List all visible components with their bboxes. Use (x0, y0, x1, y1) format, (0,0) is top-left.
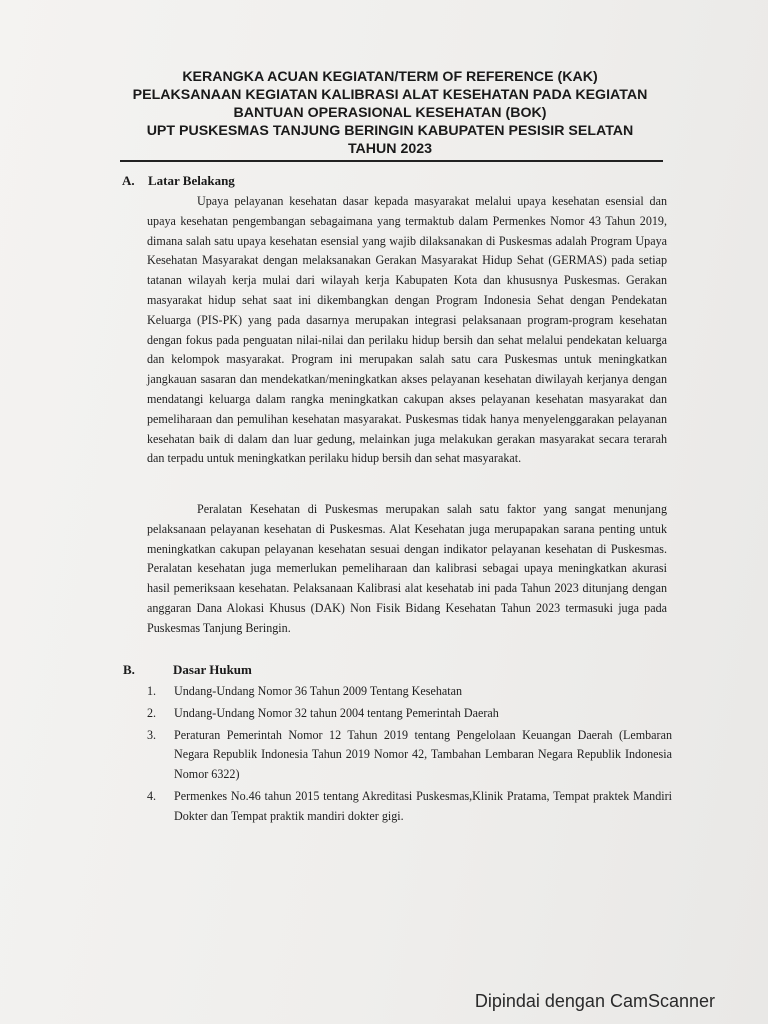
document-title (110, 68, 670, 158)
list-item-text: Peraturan Pemerintah Nomor 12 Tahun 2019 tentang Pengelolaan Keuangan Daerah (Lembaran Negara Republik Indonesia Tahun 2019 Nomor 42, Tambahan Lembaran Negara Republik Indonesia Nomor 6322) (174, 727, 672, 782)
list-number: 3. (147, 727, 157, 742)
legal-basis-list (147, 682, 672, 829)
scanner-watermark: Dipindai dengan CamScanner (474, 991, 715, 1011)
list-number: 2. (147, 705, 157, 720)
section-a-title: Latar Belakang (148, 173, 235, 188)
section-a-paragraph-1: Upaya pelayanan kesehatan dasar kepada masyarakat melalui upaya kesehatan esensial dan upaya kesehatan pengembangan sebagaimana yang termaktub dalam Permenkes Nomor 43 Tahun 2019, dimana salah satu upaya kesehatan esensial yang wajib dilaksanakan di Puskesmas adalah Program Upaya Kesehatan Masyarakat dengan melaksanakan Gerakan Masyarakat Hidup Sehat (GERMAS) pada setiap tatanan wilayah kerja mulai dari wilayah kerja Kabupaten Kota dan khususnya Puskesmas. Gerakan masyarakat hidup sehat saat ini dikembangkan dengan Program Indonesia Sehat dengan Pendekatan Keluarga (PIS-PK) yang pada dasarnya merupakan integrasi pelaksanaan program-program kesehatan dengan fokus pada penguatan nilai-nilai dan perilaku hidup bersih dan sehat melalui pendekatan keluarga dan kelompok masyarakat. Program ini merupakan salah satu cara Puskesmas untuk meningkatkan jangkauan sasaran dan mendekatkan/meningkatkan akses pelayanan kesehatan diwilayah kerjanya dengan mendatangi keluarga dalam rangka meningkatkan cakupan akses pelayanan kesehatan masyarakat dan pemeliharaan dan pemulihan kesehatan masyarakat. Puskesmas tidak hanya menyelenggarakan pelayanan kesehatan baik di dalam dan luar gedung, melainkan juga melakukan gerakan masyarakat secara terarah dan terpadu untuk meningkatkan perilaku hidup bersih dan sehat masyarakat. (147, 194, 667, 466)
section-b-letter: B. (123, 662, 135, 677)
title-line: PELAKSANAAN KEGIATAN KALIBRASI ALAT KESEHATAN PADA KEGIATAN (132, 87, 648, 103)
title-divider (120, 160, 663, 162)
list-number: 1. (147, 684, 157, 698)
section-a-paragraph-2: Peralatan Kesehatan di Puskesmas merupakan salah satu faktor yang sangat menunjang pelaksanaan pelayanan kesehatan di Puskesmas. Alat Kesehatan juga merupapakan sarana penting untuk meningkatkan cakupan pelayanan kesehatan sesuai dengan indikator pelayanan kesehatan di Puskesmas. Peralatan kesehatan juga memerlukan pemeliharaan dan kalibrasi sebagai upaya meningkatkan akurasi hasil pemeriksaan kesehatan. Pelaksanaan Kalibrasi alat kesehatab ini pada Tahun 2023 ditunjang dengan anggaran Dana Alokasi Khusus (DAK) Non Fisik Bidang Kesehatan Tahun 2023 termasuki juga pada Puskesmas Tanjung Beringin. (147, 502, 667, 635)
list-item (147, 704, 672, 724)
title-line: UPT PUSKESMAS TANJUNG BERINGIN KABUPATEN PESISIR SELATAN (146, 123, 634, 139)
list-item (147, 682, 672, 702)
section-b-title: Dasar Hukum (173, 662, 252, 677)
list-item (147, 726, 672, 785)
title-line: KERANGKA ACUAN KEGIATAN/TERM OF REFERENCE (KAK) (182, 69, 598, 85)
title-line: TAHUN 2023 (347, 141, 433, 157)
title-line: BANTUAN OPERASIONAL KESEHATAN (BOK) (233, 105, 547, 121)
section-a-letter: A. (122, 173, 135, 188)
list-item-text: Undang-Undang Nomor 36 Tahun 2009 Tentang Kesehatan (174, 684, 463, 698)
list-item-text: Undang-Undang Nomor 32 tahun 2004 tentang Pemerintah Daerah (174, 705, 499, 720)
list-item-text: Permenkes No.46 tahun 2015 tentang Akreditasi Puskesmas,Klinik Pratama, Tempat praktek Mandiri Dokter dan Tempat praktik mandiri dokter gigi. (174, 788, 672, 823)
list-item (147, 787, 672, 827)
list-number: 4. (147, 788, 157, 803)
